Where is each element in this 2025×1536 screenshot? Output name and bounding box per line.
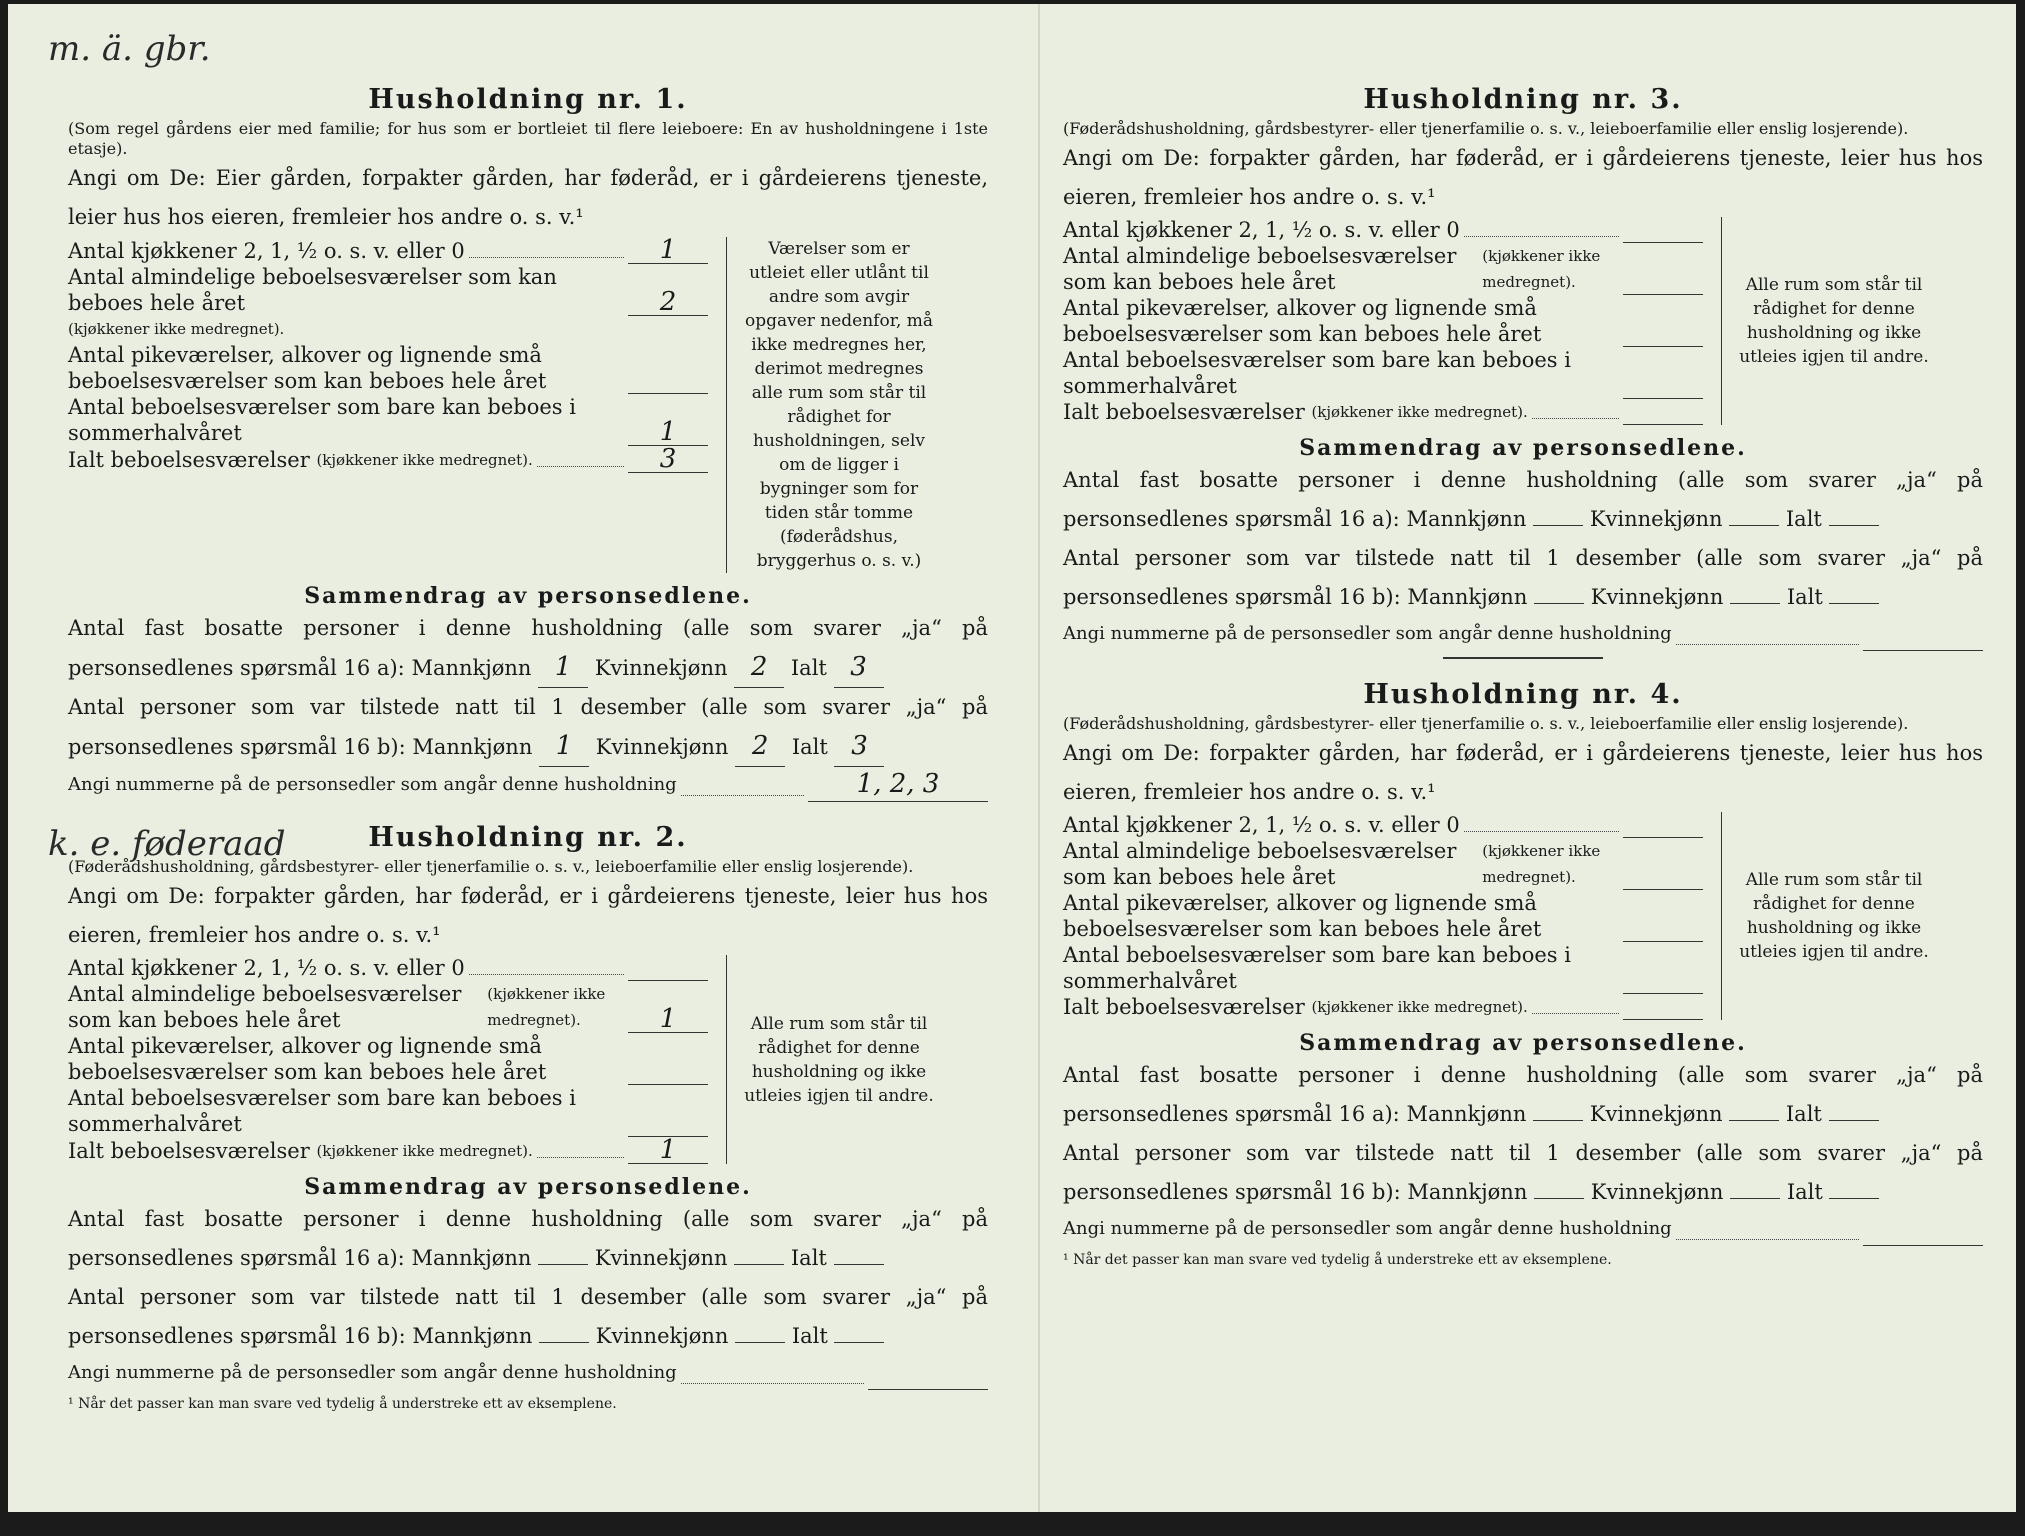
mann-label: Mannkjønn: [411, 656, 532, 680]
h2-nummer-value[interactable]: [868, 1389, 988, 1390]
mann-label: Mannkjønn: [412, 1324, 533, 1348]
angi-label: Angi om De:: [68, 884, 205, 908]
h1-til-m[interactable]: 1: [539, 727, 589, 767]
h2-summary-title: Sammendrag av personsedlene.: [304, 1174, 752, 1200]
h4-summary-title: Sammendrag av personsedlene.: [1299, 1030, 1747, 1056]
household-3-subtitle: (Føderådshusholdning, gårdsbestyrer- eller tjenerfamilie o. s. v., leieboerfamilie eller enslig losjerende).: [1063, 119, 1909, 138]
mann-label: Mannkjønn: [411, 1246, 532, 1270]
footnote: ¹ Når det passer kan man svare ved tydelig å understreke ett av eksemplene.: [1063, 1252, 1612, 1268]
h3-til-i[interactable]: [1829, 603, 1879, 604]
kvinne-label: Kvinnekjønn: [1590, 1180, 1724, 1204]
total-label: Ialt beboelsesværelser: [68, 1139, 310, 1163]
fast-label: Antal fast bosatte personer i denne husholdning (alle som svarer „ja“ på personsedlenes spørsmål 16 a):: [68, 616, 988, 680]
kitchens-label: Antal kjøkkener 2, 1, ½ o. s. v. eller 0: [1063, 218, 1460, 242]
tilstede-label: Antal personer som var tilstede natt til 1 desember (alle som svarer „ja“ på personsedlenes spørsmål 16 b):: [1063, 1141, 1983, 1204]
h4-fast-k[interactable]: [1729, 1120, 1779, 1121]
ialt-label: Ialt: [1786, 585, 1823, 609]
rooms-note: (kjøkkener ikke medregnet).: [1482, 247, 1601, 291]
h2-fast-m[interactable]: [538, 1264, 588, 1265]
ialt-label: Ialt: [1785, 507, 1822, 531]
pike-label: Antal pikeværelser, alkover og lignende små beboelsesværelser som kan beboes hele året: [1063, 296, 1542, 346]
total-note: (kjøkkener ikke medregnet).: [316, 451, 533, 469]
pike-label: Antal pikeværelser, alkover og lignende små beboelsesværelser som kan beboes hele året: [68, 1034, 547, 1084]
ialt-label: Ialt: [790, 1246, 827, 1270]
page-fold: [1038, 4, 1040, 1512]
nummer-label: Angi nummerne på de personsedler som angår denne husholdning: [1063, 623, 1672, 644]
household-1-subtitle: (Som regel gårdens eier med familie; for hus som er bortleiet til flere leieboere: En av husholdningene i 1ste etasje).: [68, 119, 988, 158]
household-4: [1063, 679, 1983, 1268]
h3-fast-m[interactable]: [1533, 525, 1583, 526]
h1-til-i[interactable]: 3: [834, 727, 884, 767]
h1-summary-title: Sammendrag av personsedlene.: [304, 583, 752, 609]
h1-fast-m[interactable]: 1: [538, 648, 588, 688]
household-1-angi: [68, 159, 988, 237]
rooms-label: Antal almindelige beboelsesværelser som kan beboes hele året: [68, 982, 462, 1032]
household-2-title: Husholdning nr. 2.: [368, 822, 688, 853]
h2-til-m[interactable]: [539, 1342, 589, 1343]
left-page: [48, 29, 988, 1412]
ialt-label: Ialt: [1786, 1180, 1823, 1204]
mann-label: Mannkjønn: [1406, 1102, 1527, 1126]
h4-til-k[interactable]: [1730, 1198, 1780, 1199]
kvinne-label: Kvinnekjønn: [1590, 585, 1724, 609]
rooms-note: (kjøkkener ikke medregnet).: [68, 320, 285, 338]
h1-rooms-value[interactable]: 2: [628, 289, 708, 316]
h3-nummer-value[interactable]: [1863, 650, 1983, 651]
h2-total-value[interactable]: 1: [628, 1137, 708, 1164]
household-4-choice: forpakter gården, har føderåd, er i gårdeierens tjeneste, leier hus hos eieren, fremleier hos andre o. s. v.¹: [1063, 741, 1983, 804]
h3-til-m[interactable]: [1534, 603, 1584, 604]
summer-label: Antal beboelsesværelser som bare kan beboes i sommerhalvåret: [68, 1086, 576, 1136]
kitchens-label: Antal kjøkkener 2, 1, ½ o. s. v. eller 0: [68, 239, 465, 263]
census-sheet: [8, 4, 2016, 1512]
nummer-label: Angi nummerne på de personsedler som angår denne husholdning: [68, 1362, 677, 1383]
angi-label: Angi om De:: [68, 166, 206, 190]
household-1: [68, 84, 988, 802]
h1-nummer-value[interactable]: 1, 2, 3: [808, 767, 988, 802]
tilstede-label: Antal personer som var tilstede natt til 1 desember (alle som svarer „ja“ på personsedlenes spørsmål 16 b):: [68, 695, 988, 759]
h4-nummer-value[interactable]: [1863, 1245, 1983, 1246]
fast-label: Antal fast bosatte personer i denne husholdning (alle som svarer „ja“ på personsedlenes spørsmål 16 a):: [68, 1207, 988, 1270]
h1-total-value[interactable]: 3: [628, 446, 708, 473]
pike-label: Antal pikeværelser, alkover og lignende små beboelsesværelser som kan beboes hele året: [1063, 891, 1542, 941]
kvinne-label: Kvinnekjønn: [1589, 1102, 1723, 1126]
handwritten-top-note: m. ä. gbr.: [48, 29, 211, 69]
household-1-rooms: [68, 237, 988, 573]
rooms-note: (kjøkkener ikke medregnet).: [1482, 842, 1601, 886]
household-1-choice: Eier gården, forpakter gården, har føderåd, er i gårdeierens tjeneste, leier hus hos eieren, fremleier hos andre o. s. v.¹: [68, 166, 988, 229]
h4-tilstede: [1063, 1134, 1983, 1212]
h2-rooms-value[interactable]: 1: [628, 1006, 708, 1033]
h4-kitchens-value[interactable]: [1623, 837, 1703, 838]
h4-fast-m[interactable]: [1533, 1120, 1583, 1121]
total-note: (kjøkkener ikke medregnet).: [1311, 998, 1528, 1016]
pike-label: Antal pikeværelser, alkover og lignende små beboelsesværelser som kan beboes hele året: [68, 343, 547, 393]
h1-kitchens-value[interactable]: 1: [628, 237, 708, 264]
h1-fast-k[interactable]: 2: [734, 648, 784, 688]
h2-kitchens-value[interactable]: [628, 980, 708, 981]
h2-pike-value[interactable]: [628, 1084, 708, 1085]
h4-til-i[interactable]: [1829, 1198, 1879, 1199]
h3-room-note: Alle rum som står til rådighet for denne husholdning og ikke utleies igjen til andre.: [1721, 217, 1934, 425]
h3-pike-value[interactable]: [1623, 346, 1703, 347]
household-2-subtitle: (Føderådshusholdning, gårdsbestyrer- eller tjenerfamilie o. s. v., leieboerfamilie eller enslig losjerende).: [68, 857, 914, 876]
kvinne-label: Kvinnekjønn: [595, 735, 729, 759]
total-label: Ialt beboelsesværelser: [1063, 995, 1305, 1019]
angi-label: Angi om De:: [1063, 146, 1200, 170]
mann-label: Mannkjønn: [1406, 507, 1527, 531]
household-3-rooms: [1063, 217, 1983, 425]
h3-summer-value[interactable]: [1623, 398, 1703, 399]
total-note: (kjøkkener ikke medregnet).: [1311, 403, 1528, 421]
mann-label: Mannkjønn: [1407, 1180, 1528, 1204]
fast-label: Antal fast bosatte personer i denne husholdning (alle som svarer „ja“ på personsedlenes spørsmål 16 a):: [1063, 468, 1983, 531]
household-3-angi: [1063, 139, 1983, 217]
household-2-choice: forpakter gården, har føderåd, er i gårdeierens tjeneste, leier hus hos eieren, fremleier hos andre o. s. v.¹: [68, 884, 988, 947]
summer-label: Antal beboelsesværelser som bare kan beboes i sommerhalvåret: [1063, 943, 1571, 993]
h2-fast: [68, 1200, 988, 1278]
total-label: Ialt beboelsesværelser: [68, 448, 310, 472]
h2-tilstede: [68, 1278, 988, 1356]
angi-label: Angi om De:: [1063, 741, 1200, 765]
kitchens-label: Antal kjøkkener 2, 1, ½ o. s. v. eller 0: [68, 956, 465, 980]
tilstede-label: Antal personer som var tilstede natt til 1 desember (alle som svarer „ja“ på personsedlenes spørsmål 16 b):: [68, 1285, 988, 1348]
kvinne-label: Kvinnekjønn: [595, 1324, 729, 1348]
h4-nummer: [1063, 1212, 1983, 1246]
summer-label: Antal beboelsesværelser som bare kan beboes i sommerhalvåret: [68, 395, 576, 445]
h1-til-k[interactable]: 2: [735, 727, 785, 767]
household-4-title: Husholdning nr. 4.: [1363, 679, 1683, 710]
h3-fast-i[interactable]: [1829, 525, 1879, 526]
household-2-rooms: [68, 955, 988, 1164]
h4-rooms-value[interactable]: [1623, 889, 1703, 890]
total-label: Ialt beboelsesværelser: [1063, 400, 1305, 424]
ialt-label: Ialt: [791, 1324, 828, 1348]
h3-fast-k[interactable]: [1729, 525, 1779, 526]
h1-room-note: Værelser som er utleiet eller utlånt til andre som avgir opgaver nedenfor, må ikke medregnes her, derimot medregnes alle rum som står til rådighet for husholdningen, selv om de ligger i bygninger som for tiden står tomme (føderådshus, bryggerhus o. s. v.): [726, 237, 939, 573]
total-note: (kjøkkener ikke medregnet).: [316, 1142, 533, 1160]
mann-label: Mannkjønn: [1407, 585, 1528, 609]
h1-pike-value[interactable]: [628, 393, 708, 394]
ialt-label: Ialt: [791, 735, 828, 759]
h3-kitchens-value[interactable]: [1623, 242, 1703, 243]
h1-fast: [68, 609, 988, 688]
household-3-title: Husholdning nr. 3.: [1363, 84, 1683, 115]
household-4-subtitle: (Føderådshusholdning, gårdsbestyrer- eller tjenerfamilie o. s. v., leieboerfamilie eller enslig losjerende).: [1063, 714, 1909, 733]
right-page: [1063, 64, 1983, 1268]
household-2-angi: [68, 877, 988, 955]
h4-til-m[interactable]: [1534, 1198, 1584, 1199]
h2-fast-k[interactable]: [734, 1264, 784, 1265]
household-4-rooms: [1063, 812, 1983, 1020]
ialt-label: Ialt: [1785, 1102, 1822, 1126]
household-1-title: Husholdning nr. 1.: [368, 84, 688, 115]
h3-fast: [1063, 461, 1983, 539]
h3-tilstede: [1063, 539, 1983, 617]
h2-nummer: [68, 1356, 988, 1390]
nummer-label: Angi nummerne på de personsedler som angår denne husholdning: [68, 774, 677, 795]
h2-til-k[interactable]: [735, 1342, 785, 1343]
h4-summer-value[interactable]: [1623, 993, 1703, 994]
fast-label: Antal fast bosatte personer i denne husholdning (alle som svarer „ja“ på personsedlenes spørsmål 16 a):: [1063, 1063, 1983, 1126]
h3-total-value[interactable]: [1623, 424, 1703, 425]
h1-summer-value[interactable]: 1: [628, 419, 708, 446]
h4-fast-i[interactable]: [1829, 1120, 1879, 1121]
h4-fast: [1063, 1056, 1983, 1134]
h1-nummer: [68, 767, 988, 802]
household-2: [48, 822, 988, 1412]
h4-room-note: Alle rum som står til rådighet for denne husholdning og ikke utleies igjen til andre.: [1721, 812, 1934, 1020]
rooms-label: Antal almindelige beboelsesværelser som kan beboes hele året: [68, 265, 557, 315]
summer-label: Antal beboelsesværelser som bare kan beboes i sommerhalvåret: [1063, 348, 1571, 398]
kvinne-label: Kvinnekjønn: [594, 1246, 728, 1270]
household-3-choice: forpakter gården, har føderåd, er i gårdeierens tjeneste, leier hus hos eieren, fremleier hos andre o. s. v.¹: [1063, 146, 1983, 209]
kvinne-label: Kvinnekjønn: [594, 656, 728, 680]
ialt-label: Ialt: [790, 656, 827, 680]
section-divider: [1443, 657, 1603, 659]
h3-til-k[interactable]: [1730, 603, 1780, 604]
h1-tilstede: [68, 688, 988, 767]
handwritten-left-note: k. e. føderaad: [48, 824, 286, 864]
h2-fast-i[interactable]: [834, 1264, 884, 1265]
household-3: [1063, 84, 1983, 651]
h3-nummer: [1063, 617, 1983, 651]
h3-summary-title: Sammendrag av personsedlene.: [1299, 435, 1747, 461]
footnote: ¹ Når det passer kan man svare ved tydelig å understreke ett av eksemplene.: [68, 1396, 617, 1412]
h4-total-value[interactable]: [1623, 1019, 1703, 1020]
kitchens-label: Antal kjøkkener 2, 1, ½ o. s. v. eller 0: [1063, 813, 1460, 837]
rooms-note: (kjøkkener ikke medregnet).: [487, 985, 606, 1029]
rooms-label: Antal almindelige beboelsesværelser som kan beboes hele året: [1063, 244, 1457, 294]
h4-pike-value[interactable]: [1623, 941, 1703, 942]
mann-label: Mannkjønn: [412, 735, 533, 759]
h2-til-i[interactable]: [834, 1342, 884, 1343]
h2-room-note: Alle rum som står til rådighet for denne husholdning og ikke utleies igjen til andre.: [726, 955, 939, 1164]
kvinne-label: Kvinnekjønn: [1589, 507, 1723, 531]
h1-fast-i[interactable]: 3: [834, 648, 884, 688]
h3-rooms-value[interactable]: [1623, 294, 1703, 295]
tilstede-label: Antal personer som var tilstede natt til 1 desember (alle som svarer „ja“ på personsedlenes spørsmål 16 b):: [1063, 546, 1983, 609]
nummer-label: Angi nummerne på de personsedler som angår denne husholdning: [1063, 1218, 1672, 1239]
rooms-label: Antal almindelige beboelsesværelser som kan beboes hele året: [1063, 839, 1457, 889]
household-4-angi: [1063, 734, 1983, 812]
